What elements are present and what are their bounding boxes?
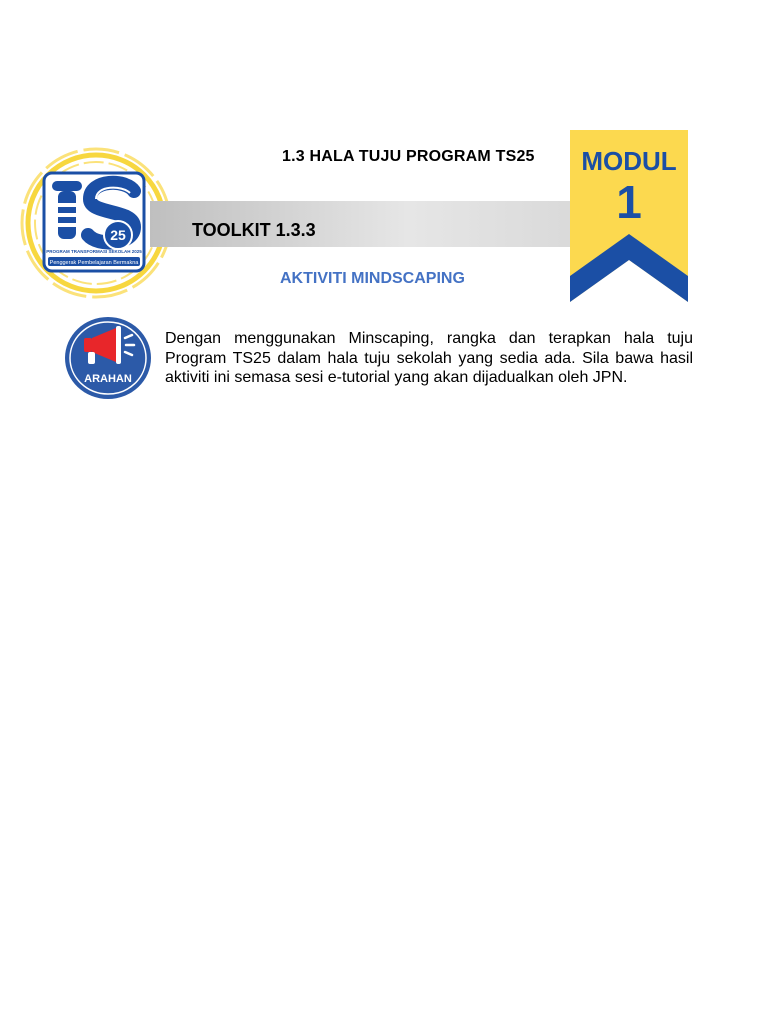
modul-number: 1: [616, 176, 642, 228]
modul-badge: [568, 130, 690, 302]
logo-number: 25: [110, 227, 126, 243]
arahan-badge: [64, 316, 152, 400]
logo-caption-bottom: Penggerak Pembelajaran Bermakna: [49, 260, 139, 266]
section-title: 1.3 HALA TUJU PROGRAM TS25: [282, 148, 535, 165]
modul-label: MODUL: [581, 146, 677, 176]
toolkit-title: TOOLKIT 1.3.3: [192, 220, 316, 240]
logo-caption-top: PROGRAM TRANSFORMASI SEKOLAH 2025: [46, 249, 142, 254]
activity-title: AKTIVITI MINDSCAPING: [280, 270, 465, 287]
arahan-label: ARAHAN: [84, 373, 132, 385]
instruction-text: Dengan menggunakan Minscaping, rangka dan terapkan hala tuju Program TS25 dalam hala tuju sekolah yang sedia ada. Sila bawa hasil aktiviti ini semasa sesi e-tutorial yang akan dijadualkan oleh JPN.: [165, 330, 693, 386]
